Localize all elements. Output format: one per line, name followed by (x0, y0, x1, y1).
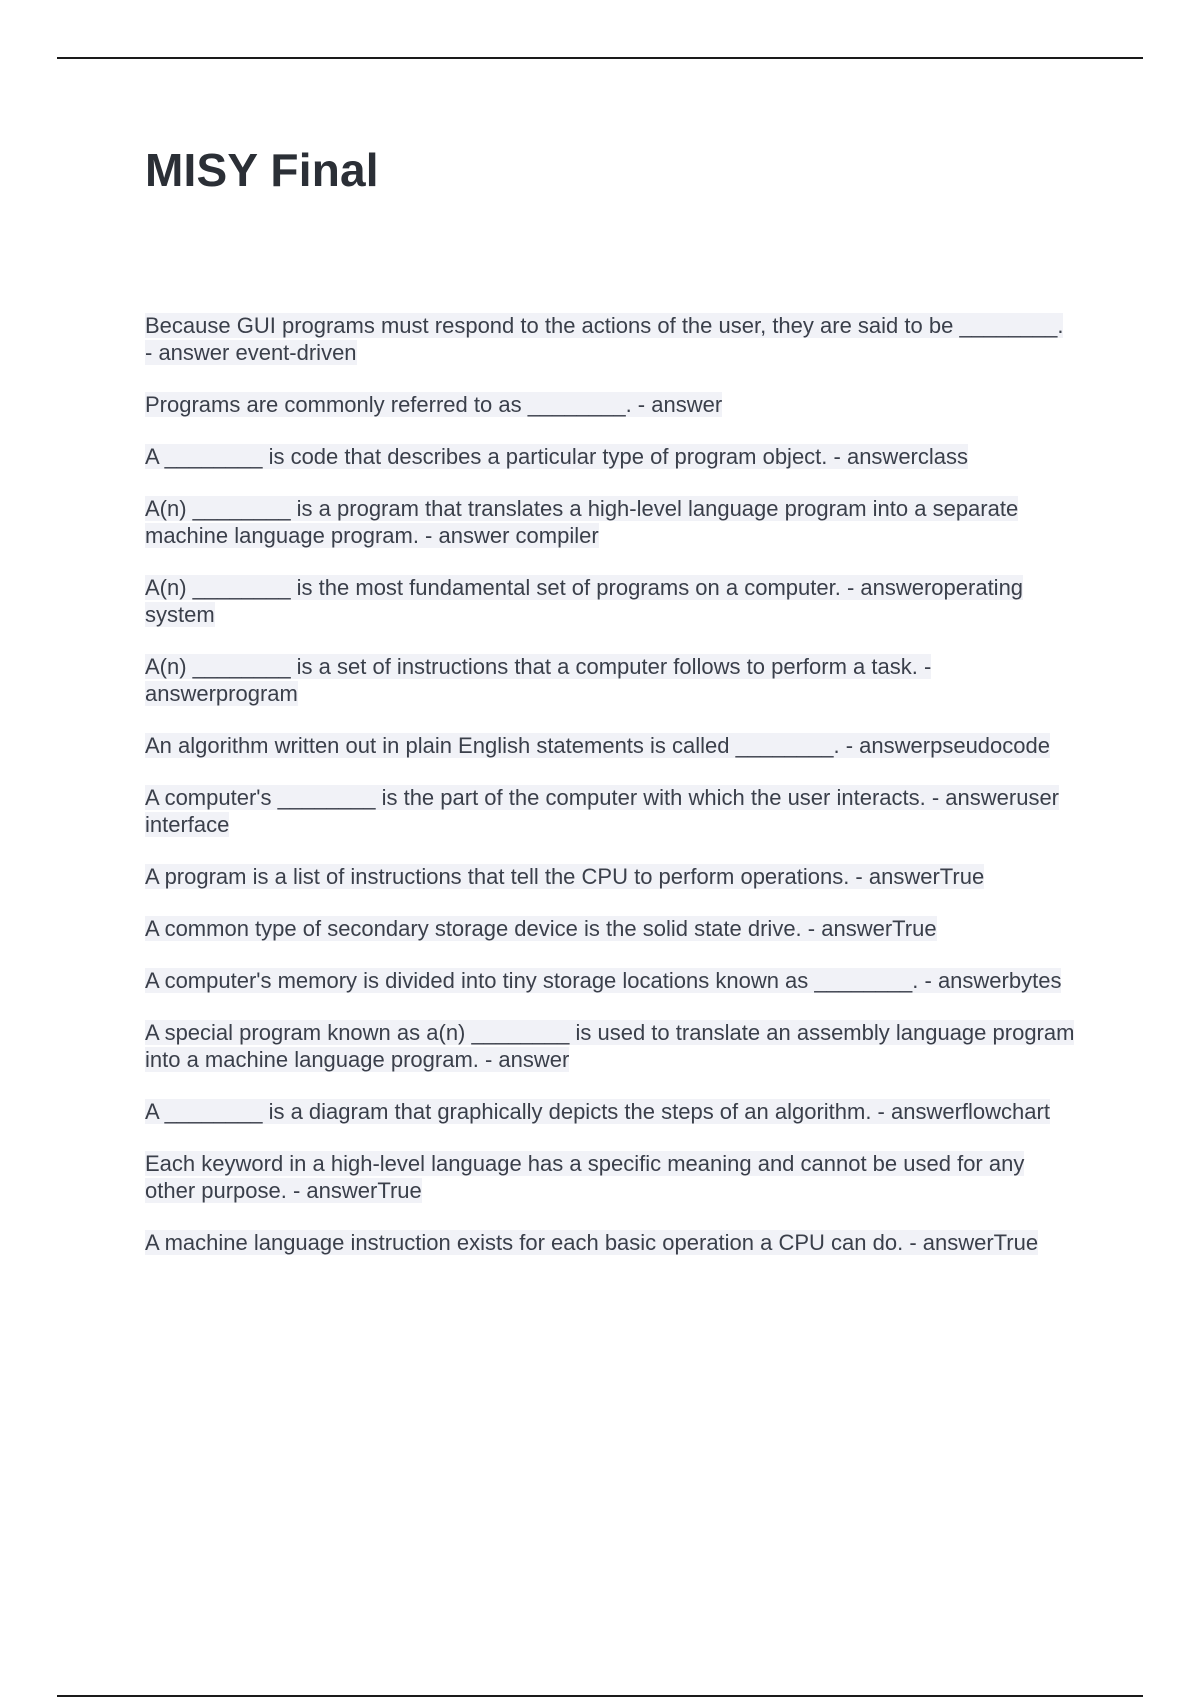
list-item (145, 312, 1075, 366)
list-item-text: A common type of secondary storage device is the solid state drive. - answerTrue (145, 916, 937, 941)
bottom-divider (57, 1695, 1143, 1697)
list-item (145, 967, 1075, 994)
list-item-text: Programs are commonly referred to as ________. - answer (145, 392, 723, 417)
list-item-text: A machine language instruction exists for each basic operation a CPU can do. - answerTrue (145, 1230, 1039, 1255)
list-item-text: A(n) ________ is a set of instructions that a computer follows to perform a task. - answerprogram (145, 654, 932, 706)
list-item (145, 495, 1075, 549)
list-item-text: A computer's memory is divided into tiny storage locations known as ________. - answerbytes (145, 968, 1062, 993)
list-item (145, 863, 1075, 890)
list-item-text: A ________ is a diagram that graphically depicts the steps of an algorithm. - answerflowchart (145, 1099, 1050, 1124)
top-divider (57, 57, 1143, 59)
question-answer-list (145, 312, 1075, 1281)
list-item (145, 784, 1075, 838)
list-item (145, 1019, 1075, 1073)
list-item (145, 915, 1075, 942)
list-item (145, 1098, 1075, 1125)
list-item (145, 574, 1075, 628)
list-item-text: Because GUI programs must respond to the actions of the user, they are said to be ________. - answer event-driven (145, 313, 1064, 365)
list-item-text: A ________ is code that describes a particular type of program object. - answerclass (145, 444, 969, 469)
list-item-text: An algorithm written out in plain English statements is called ________. - answerpseudocode (145, 733, 1050, 758)
list-item (145, 1150, 1075, 1204)
list-item (145, 391, 1075, 418)
list-item (145, 653, 1075, 707)
list-item-text: A special program known as a(n) ________ is used to translate an assembly language program into a machine language program. - answer (145, 1020, 1075, 1072)
list-item-text: A computer's ________ is the part of the computer with which the user interacts. - answeruser interface (145, 785, 1059, 837)
list-item-text: A program is a list of instructions that tell the CPU to perform operations. - answerTrue (145, 864, 985, 889)
list-item-text: Each keyword in a high-level language has a specific meaning and cannot be used for any other purpose. - answerTrue (145, 1151, 1025, 1203)
list-item (145, 1229, 1075, 1256)
list-item-text: A(n) ________ is the most fundamental set of programs on a computer. - answeroperating system (145, 575, 1024, 627)
list-item-text: A(n) ________ is a program that translates a high-level language program into a separate machine language program. - answer compiler (145, 496, 1019, 548)
list-item (145, 443, 1075, 470)
page-title: MISY Final (145, 144, 379, 196)
list-item (145, 732, 1075, 759)
